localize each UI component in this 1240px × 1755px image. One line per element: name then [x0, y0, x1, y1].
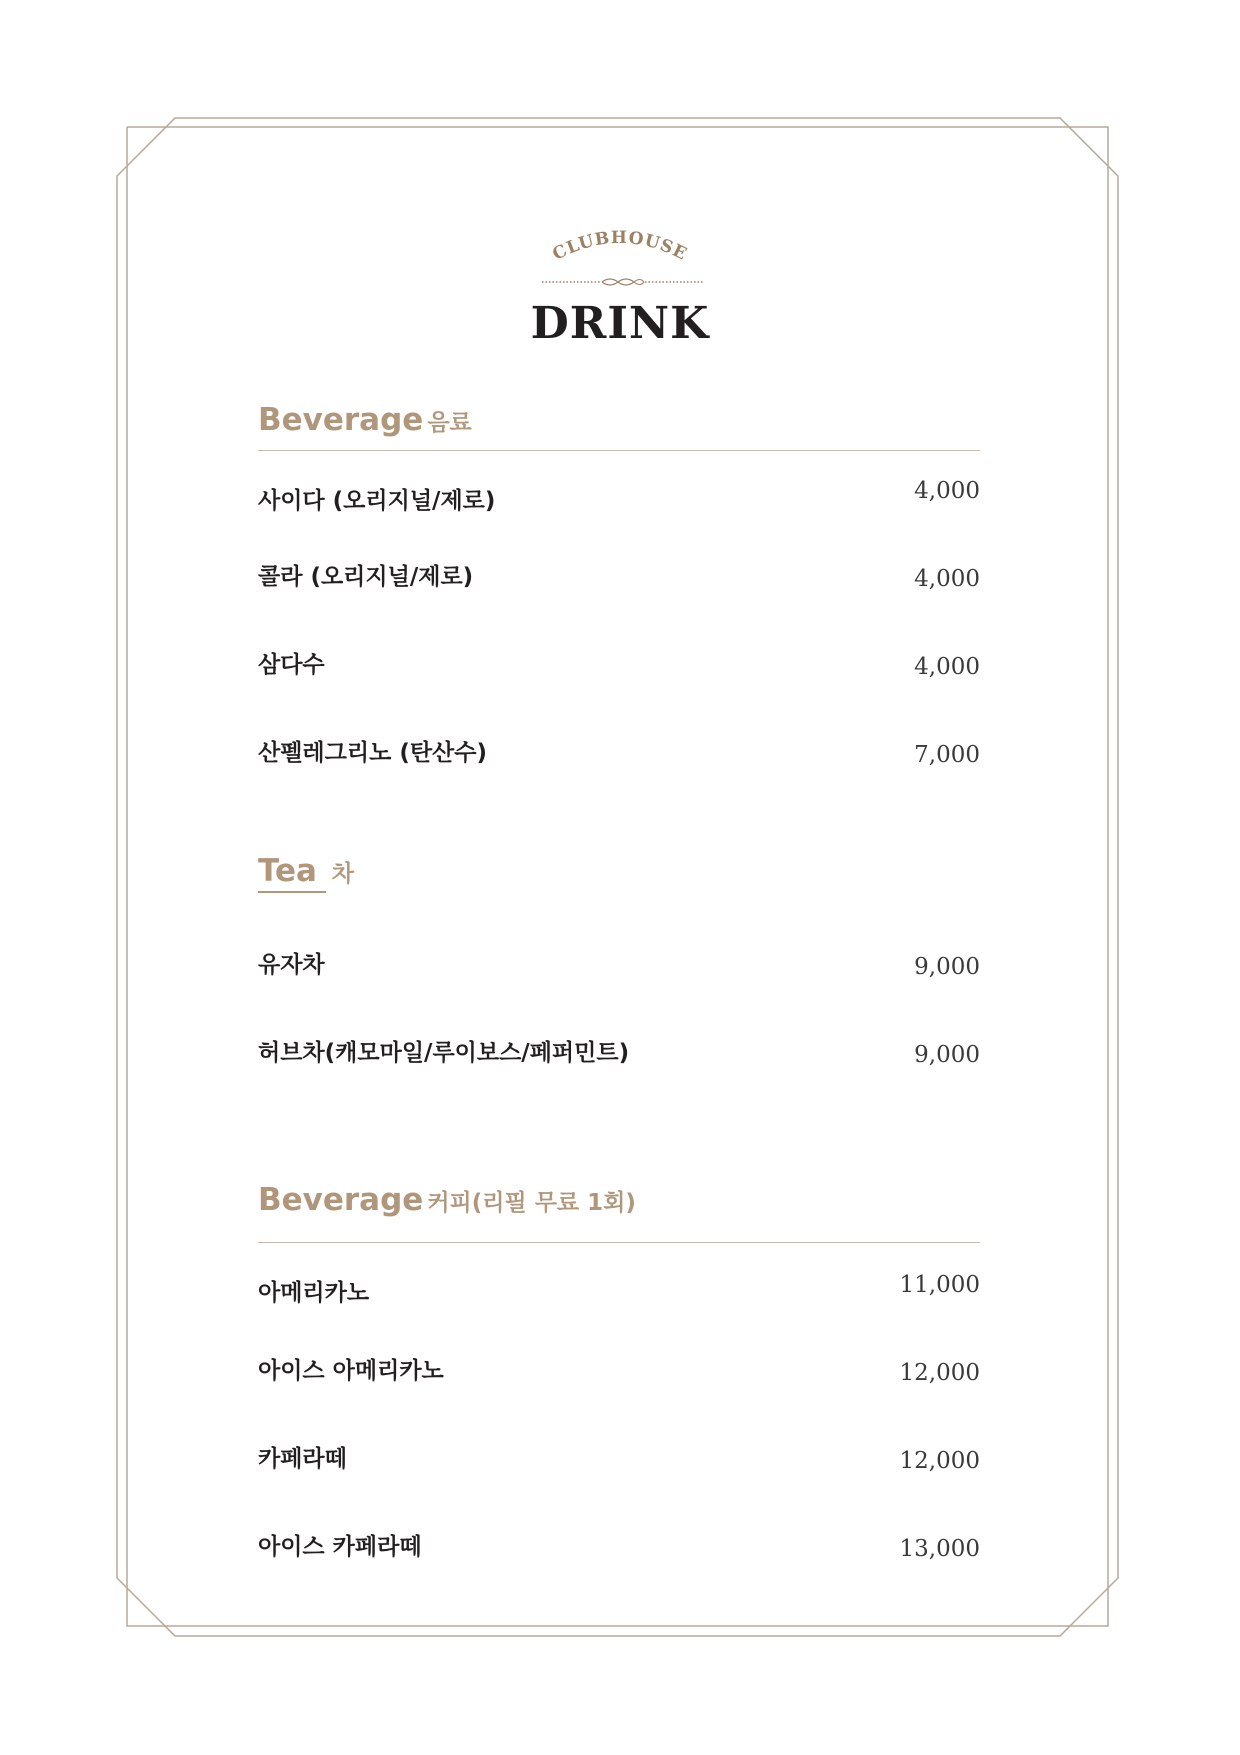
section-title-en: Tea	[258, 853, 328, 889]
section-title-ko: 음료	[427, 410, 472, 436]
menu-item-name: 콜라 (오리지널/제로)	[258, 564, 474, 590]
brand-text: CLUBHOUSE	[549, 227, 691, 265]
menu-item-price: 12,000	[899, 1448, 980, 1474]
menu-item-price: 13,000	[899, 1536, 980, 1562]
section-title-ko: 차	[331, 861, 354, 887]
section-rule	[258, 450, 980, 451]
menu-item-name: 아이스 아메리카노	[258, 1358, 444, 1384]
menu-item-price: 9,000	[914, 1042, 980, 1068]
svg-text:CLUBHOUSE	[550, 228, 691, 265]
section-title-coffee	[258, 1182, 636, 1218]
menu-item-name: 유자차	[258, 952, 325, 978]
brand-logo	[540, 222, 700, 272]
section-title-underline	[258, 891, 326, 893]
menu-item-name: 허브차(캐모마일/루이보스/페퍼민트)	[258, 1040, 630, 1066]
menu-item-price: 4,000	[914, 566, 980, 592]
menu-item-price: 7,000	[914, 742, 980, 768]
menu-item-name: 아이스 카페라떼	[258, 1534, 422, 1560]
ornament-divider	[540, 275, 705, 289]
section-title-tea	[258, 853, 354, 889]
menu-item-name: 삼다수	[258, 652, 325, 678]
section-title-beverage	[258, 402, 472, 438]
section-rule	[258, 1242, 980, 1243]
menu-item-price: 9,000	[914, 954, 980, 980]
page-title: DRINK	[530, 298, 710, 349]
menu-item-price: 11,000	[899, 1272, 980, 1298]
menu-item-price: 12,000	[899, 1360, 980, 1386]
menu-item-price: 4,000	[914, 478, 980, 504]
menu-item-name: 산펠레그리노 (탄산수)	[258, 740, 487, 766]
menu-item-name: 아메리카노	[258, 1280, 370, 1306]
section-title-en: Beverage	[258, 402, 424, 438]
section-title-ko: 커피(리필 무료 1회)	[427, 1190, 636, 1216]
menu-item-price: 4,000	[914, 654, 980, 680]
menu-item-name: 카페라떼	[258, 1446, 347, 1472]
menu-item-name: 사이다 (오리지널/제로)	[258, 488, 496, 514]
section-title-en: Beverage	[258, 1182, 424, 1218]
